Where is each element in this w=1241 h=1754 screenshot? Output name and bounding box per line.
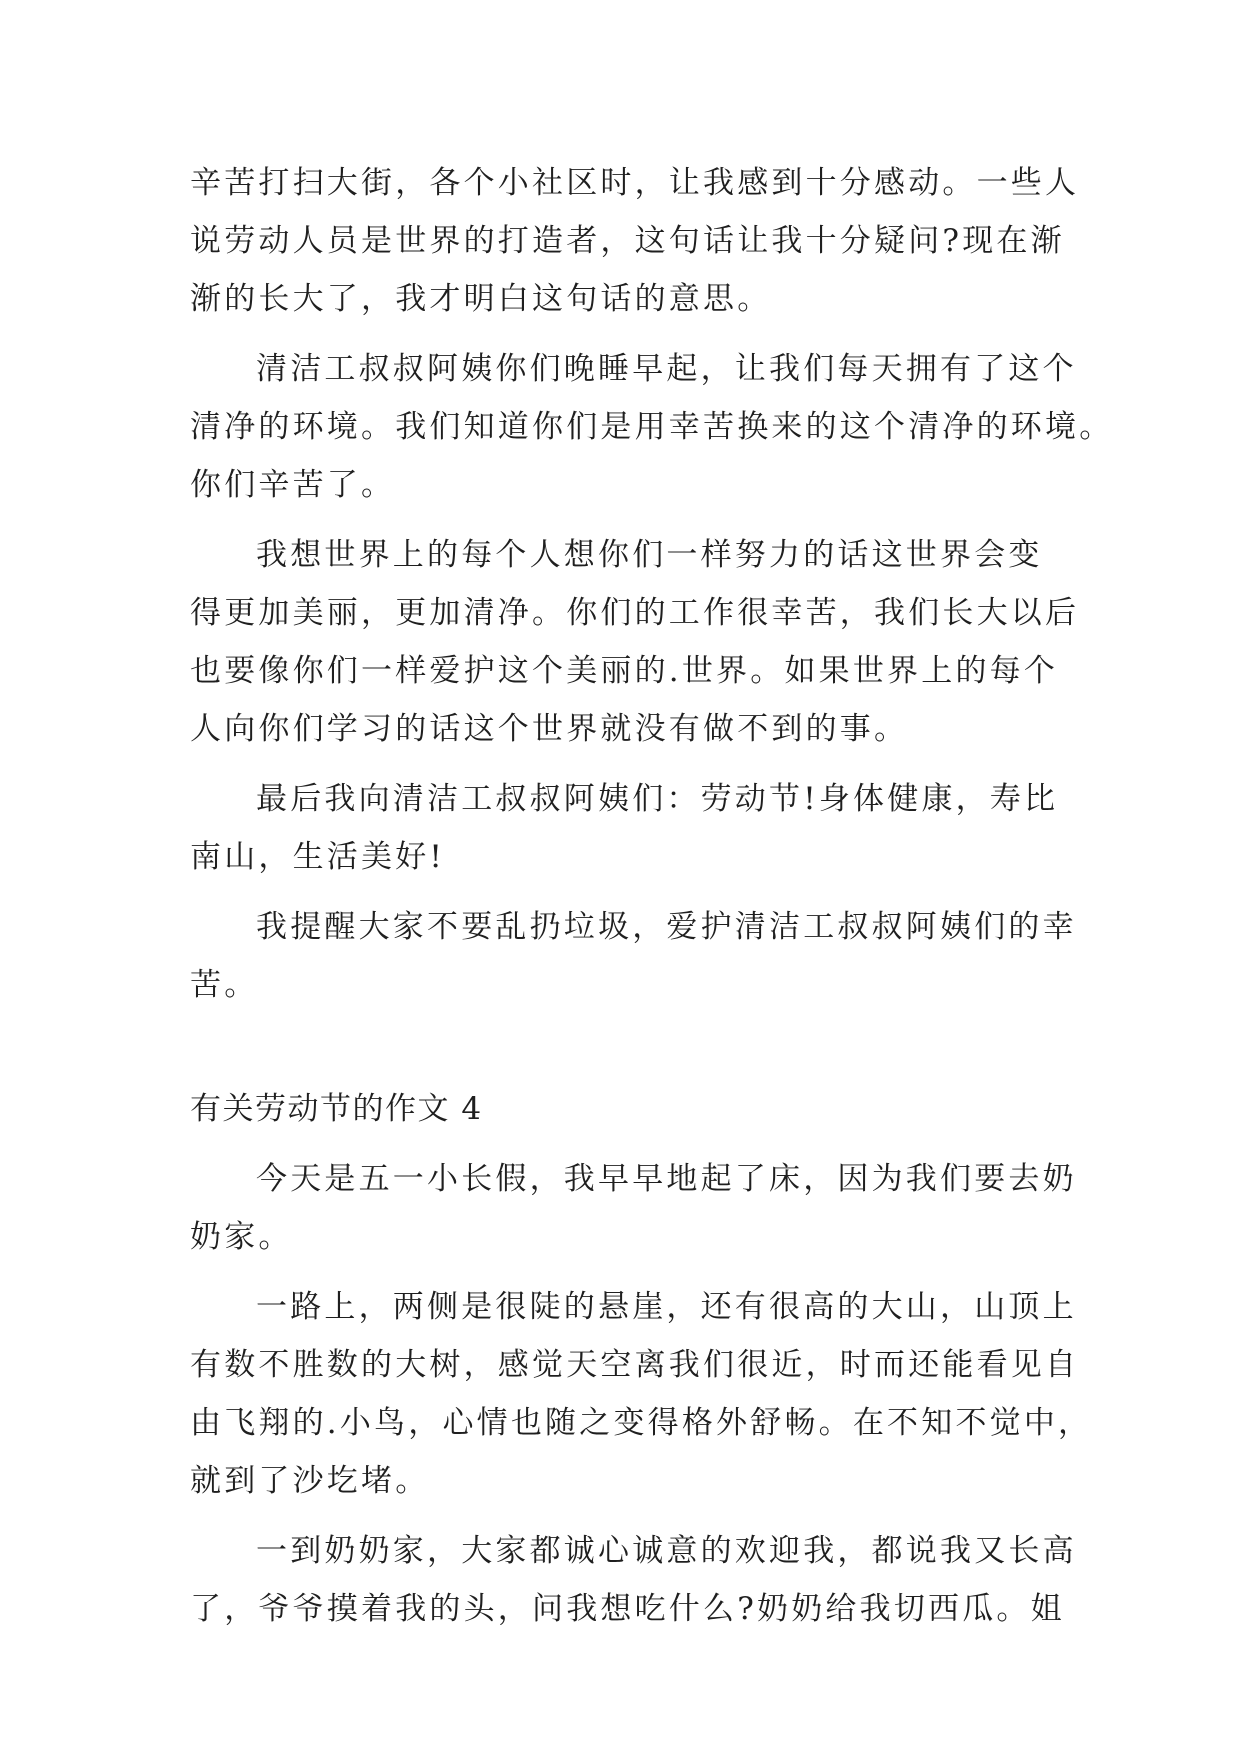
paragraph	[190, 526, 1080, 758]
paragraph	[190, 1522, 1077, 1638]
paragraph	[190, 1150, 1077, 1266]
text-line: 今天是五一小长假，我早早地起了床，因为我们要去奶	[256, 1161, 1077, 1197]
text-line: 苦。	[190, 967, 259, 1003]
text-line: 辛苦打扫大街，各个小社区时，让我感到十分感动。一些人	[190, 165, 1080, 201]
text-line: 由飞翔的.小鸟，心情也随之变得格外舒畅。在不知不觉中，	[190, 1405, 1093, 1441]
text-line: 最后我向清洁工叔叔阿姨们：劳动节!身体健康，寿比	[256, 781, 1059, 817]
text-line: 你们辛苦了。	[190, 467, 396, 503]
document-body	[190, 154, 1114, 1638]
text-line: 人向你们学习的话这个世界就没有做不到的事。	[190, 711, 909, 747]
text-line: 南山，生活美好!	[190, 839, 446, 875]
text-line: 说劳动人员是世界的打造者，这句话让我十分疑问?现在渐	[190, 223, 1065, 259]
text-line: 清净的环境。我们知道你们是用幸苦换来的这个清净的环境。	[190, 409, 1114, 445]
paragraph	[190, 898, 1077, 1014]
paragraph	[190, 1278, 1093, 1510]
text-line: 奶家。	[190, 1219, 293, 1255]
paragraph	[190, 770, 1070, 886]
text-line: 了，爷爷摸着我的头，问我想吃什么?奶奶给我切西瓜。姐	[190, 1591, 1065, 1627]
text-line: 有数不胜数的大树，感觉天空离我们很近，时而还能看见自	[190, 1347, 1080, 1383]
text-line: 渐的长大了，我才明白这句话的意思。	[190, 281, 772, 317]
paragraph	[190, 340, 1114, 514]
heading-text: 有关劳动节的作文 4	[190, 1091, 483, 1127]
text-line: 也要像你们一样爱护这个美丽的.世界。如果世界上的每个	[190, 653, 1059, 689]
text-line: 清洁工叔叔阿姨你们晚睡早起，让我们每天拥有了这个	[256, 351, 1077, 387]
text-line: 得更加美丽，更加清净。你们的工作很幸苦，我们长大以后	[190, 595, 1080, 631]
paragraph	[190, 154, 1080, 328]
text-line: 一路上，两侧是很陡的悬崖，还有很高的大山，山顶上	[256, 1289, 1077, 1325]
text-line: 我想世界上的每个人想你们一样努力的话这世界会变	[256, 537, 1043, 573]
text-line: 就到了沙圪堵。	[190, 1463, 430, 1499]
text-line: 我提醒大家不要乱扔垃圾，爱护清洁工叔叔阿姨们的幸	[256, 909, 1077, 945]
section-heading	[190, 1080, 1070, 1138]
text-line: 一到奶奶家，大家都诚心诚意的欢迎我，都说我又长高	[256, 1533, 1077, 1569]
